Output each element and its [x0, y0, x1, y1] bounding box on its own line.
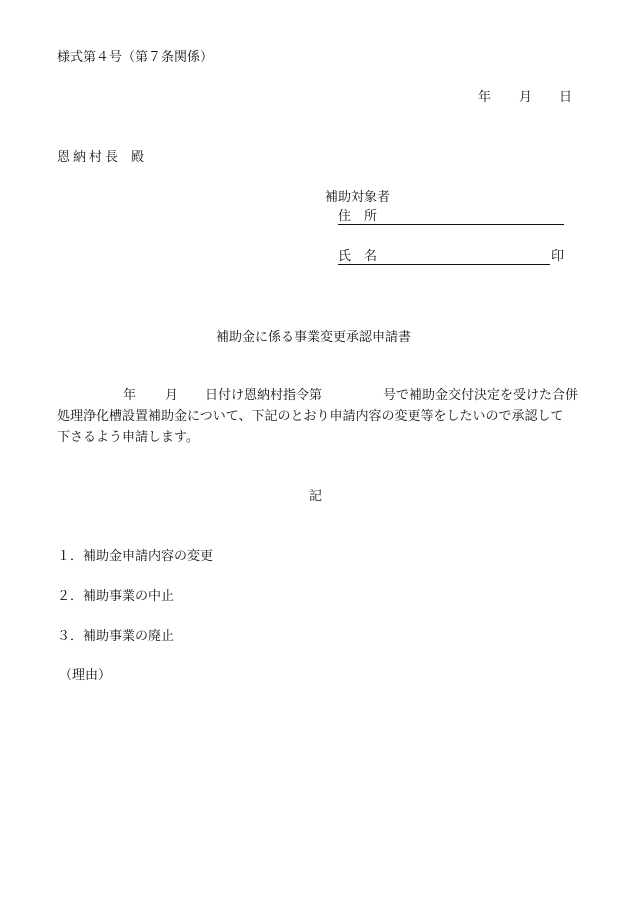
addressee-honorific: 殿 [131, 150, 145, 165]
document-title: 補助金に係る事業変更承認申請書 [216, 330, 412, 345]
address-label: 住 所 [338, 209, 378, 224]
address-field-line [338, 224, 564, 225]
form-number: 様式第４号（第７条関係） [57, 50, 214, 65]
name-label: 氏 名 [338, 249, 378, 264]
ki-heading: 記 [309, 489, 323, 504]
body-line-3: 下さるよう申請します。 [57, 430, 199, 445]
body-text-decision: 号で補助金交付決定を受けた合併 [383, 388, 579, 403]
body-text-directive: 日付け恩納村指令第 [205, 388, 323, 403]
item-abolition: ３．補助事業の廃止 [57, 629, 175, 644]
addressee-name: 恩納村長 [57, 150, 122, 165]
applicant-heading: 補助対象者 [325, 190, 391, 205]
body-line-2: 処理浄化槽設置補助金について、下記のとおり申請内容の変更等をしたいので承認して [57, 409, 564, 424]
date-year-label: 年 [478, 90, 492, 105]
date-day-label: 日 [559, 90, 573, 105]
name-field-line [338, 264, 550, 265]
seal-mark: 印 [551, 249, 565, 264]
item-change: １．補助金申請内容の変更 [57, 549, 214, 564]
body-year-label: 年 [123, 388, 137, 403]
item-suspension: ２．補助事業の中止 [57, 589, 175, 604]
body-month-label: 月 [165, 388, 179, 403]
date-month-label: 月 [519, 90, 533, 105]
reason-label: （理由） [59, 668, 112, 683]
